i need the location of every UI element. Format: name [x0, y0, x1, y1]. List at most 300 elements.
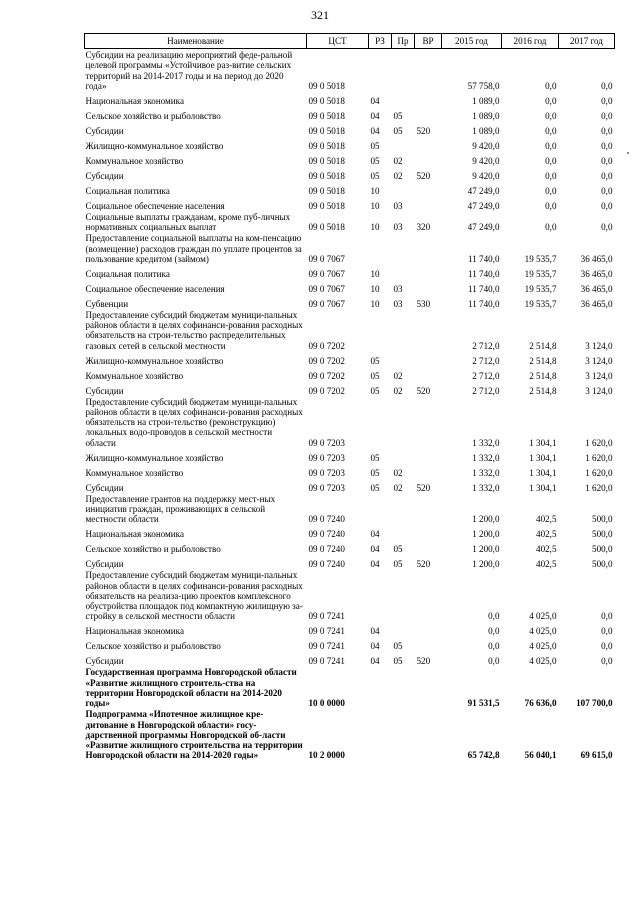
row-pr: [392, 569, 415, 621]
row-rz: [369, 666, 392, 708]
row-2015: 1 200,0: [472, 514, 500, 525]
row-2016: 4 025,0: [529, 626, 557, 637]
col-header-2016: 2016 год: [502, 34, 559, 49]
budget-table: [84, 33, 615, 760]
row-vr: 520: [416, 482, 431, 493]
table-row: [85, 493, 615, 525]
row-name: Жилищно-коммунальное хозяйство: [85, 452, 224, 463]
row-name: Коммунальное хозяйство: [85, 467, 184, 478]
row-name: Социальная политика: [85, 185, 170, 196]
row-rz: 05: [370, 370, 380, 381]
row-rz: [369, 309, 392, 351]
row-pr: [392, 448, 415, 463]
row-name: Субсидии: [85, 170, 124, 181]
table-row: [85, 232, 615, 264]
table-row: [85, 211, 615, 232]
row-pr: 02: [393, 482, 403, 493]
row-name: Жилищно-коммунальное хозяйство: [85, 355, 224, 366]
table-row: [85, 708, 615, 760]
row-cst: 09 0 7240: [308, 544, 345, 555]
table-row: [85, 49, 615, 91]
row-name: Сельское хозяйство и рыболовство: [85, 544, 221, 555]
col-header-vr: ВР: [415, 34, 442, 49]
row-cst: 09 0 5018: [308, 222, 345, 233]
row-vr: [415, 708, 442, 760]
row-pr: [392, 309, 415, 351]
row-2015: 47 249,0: [467, 222, 500, 233]
row-2017: 0,0: [601, 656, 613, 667]
row-vr: 530: [416, 298, 431, 309]
row-vr: [415, 463, 442, 478]
row-2017: 107 700,0: [576, 698, 613, 709]
row-rz: 10: [370, 298, 380, 309]
row-rz: 05: [370, 140, 380, 151]
table-row: [85, 264, 615, 279]
row-rz: 05: [370, 482, 380, 493]
table-row: [85, 539, 615, 554]
row-2017: 0,0: [601, 222, 613, 233]
row-name: Субсидии: [85, 125, 124, 136]
row-2017: 3 124,0: [585, 355, 613, 366]
row-rz: 05: [370, 452, 380, 463]
row-2016: 4 025,0: [529, 641, 557, 652]
row-cst: 09 0 7203: [308, 452, 345, 463]
row-2017: 0,0: [601, 170, 613, 181]
row-cst: 09 0 7067: [308, 253, 345, 264]
row-name: Предоставление субсидий бюджетам муници-пальных районов области в целях софинанси-рования расходных обязательств на реализа-цию проектов комплексного обустройства площадок под компактную жилищную за-стройку в сельской местности области: [85, 570, 303, 622]
table-row: [85, 636, 615, 651]
row-cst: 09 0 5018: [308, 170, 345, 181]
row-vr: [415, 91, 442, 106]
row-cst: 09 0 5018: [308, 110, 345, 121]
row-rz: 04: [370, 641, 380, 652]
row-pr: [392, 493, 415, 525]
row-vr: [415, 264, 442, 279]
row-2017: 0,0: [601, 140, 613, 151]
row-2016: 4 025,0: [529, 611, 557, 622]
row-pr: [392, 49, 415, 91]
row-2016: 2 514,8: [529, 370, 557, 381]
row-2017: 1 620,0: [585, 452, 613, 463]
row-vr: [415, 351, 442, 366]
row-pr: 05: [393, 125, 403, 136]
table-row: [85, 294, 615, 309]
row-2016: 1 304,1: [529, 467, 557, 478]
row-name: Сельское хозяйство и рыболовство: [85, 641, 221, 652]
row-2017: 36 465,0: [580, 268, 613, 279]
row-2017: 36 465,0: [580, 253, 613, 264]
row-pr: [392, 621, 415, 636]
row-rz: 10: [370, 222, 380, 233]
row-2016: 1 304,1: [529, 482, 557, 493]
col-header-name: Наименование: [85, 34, 307, 49]
table-row: [85, 396, 615, 448]
row-rz: 10: [370, 283, 380, 294]
row-2016: 1 304,1: [529, 452, 557, 463]
row-name: Национальная экономика: [85, 626, 184, 637]
row-2016: 19 535,7: [524, 298, 557, 309]
row-cst: 09 0 7240: [308, 559, 345, 570]
row-2015: 1 200,0: [472, 559, 500, 570]
table-row: [85, 448, 615, 463]
row-pr: 03: [393, 298, 403, 309]
table-row: [85, 554, 615, 569]
row-pr: [392, 708, 415, 760]
row-2017: 500,0: [592, 544, 613, 555]
row-pr: 05: [393, 656, 403, 667]
row-rz: 05: [370, 467, 380, 478]
table-header-row: [85, 34, 615, 49]
row-pr: 02: [393, 467, 403, 478]
row-name: Предоставление грантов на поддержку мест-ных инициатив граждан, проживающих в сельской местности области: [85, 493, 276, 525]
row-vr: [415, 396, 442, 448]
row-name: Государственная программа Новгородской области «Развитие жилищного строитель-ства на территории Новгородской области на 2014-2020 годы»: [85, 667, 297, 709]
row-2016: 2 514,8: [529, 385, 557, 396]
row-2015: 1 332,0: [472, 467, 500, 478]
row-name: Субсидии: [85, 482, 124, 493]
row-pr: [392, 351, 415, 366]
row-pr: [392, 666, 415, 708]
row-rz: [369, 493, 392, 525]
row-2016: 0,0: [545, 140, 557, 151]
row-pr: 02: [393, 155, 403, 166]
row-cst: 09 0 7203: [308, 482, 345, 493]
row-pr: 02: [393, 370, 403, 381]
col-header-pr: Пр: [392, 34, 415, 49]
row-rz: 10: [370, 200, 380, 211]
row-2016: 0,0: [545, 185, 557, 196]
row-pr: 03: [393, 222, 403, 233]
row-2016: 19 535,7: [524, 283, 557, 294]
table-row: [85, 666, 615, 708]
row-2015: 9 420,0: [472, 170, 500, 181]
row-cst: 09 0 7240: [308, 529, 345, 540]
row-vr: [415, 524, 442, 539]
row-vr: [415, 448, 442, 463]
row-2015: 1 200,0: [472, 544, 500, 555]
row-name: Национальная экономика: [85, 95, 184, 106]
row-rz: 05: [370, 155, 380, 166]
row-cst: 09 0 7067: [308, 268, 345, 279]
row-cst: 09 0 7241: [308, 656, 345, 667]
row-name: Предоставление социальной выплаты на ком-пенсацию (возмещение) расходов граждан по уплате процентов за пользование кредитом (займом): [85, 233, 302, 264]
row-2015: 9 420,0: [472, 140, 500, 151]
row-2015: 11 740,0: [468, 253, 500, 264]
row-vr: [415, 366, 442, 381]
row-2016: 402,5: [536, 529, 557, 540]
row-2017: 0,0: [601, 125, 613, 136]
row-2016: 0,0: [545, 200, 557, 211]
row-pr: 05: [393, 641, 403, 652]
row-vr: [415, 493, 442, 525]
row-2015: 1 332,0: [472, 482, 500, 493]
row-2016: 0,0: [545, 95, 557, 106]
row-cst: 09 0 7202: [308, 340, 345, 351]
row-vr: [415, 309, 442, 351]
row-2015: 47 249,0: [467, 200, 500, 211]
row-name: Предоставление субсидий бюджетам муници-пальных районов области в целях софинанси-рования расходных обязательств на строи-тельство (реконструкцию) локальных водо-проводов в сельской местности области: [85, 396, 303, 448]
row-2015: 1 089,0: [472, 95, 500, 106]
row-vr: 520: [416, 385, 431, 396]
row-name: Субвенции: [85, 298, 129, 309]
row-2016: 402,5: [536, 514, 557, 525]
row-2016: 19 535,7: [524, 268, 557, 279]
row-2017: 0,0: [601, 110, 613, 121]
row-2016: 56 040,1: [524, 750, 557, 761]
row-2016: 0,0: [545, 80, 557, 91]
table-row: [85, 381, 615, 396]
table-row: [85, 136, 615, 151]
row-vr: [415, 151, 442, 166]
row-2017: 0,0: [601, 155, 613, 166]
row-2017: 500,0: [592, 529, 613, 540]
row-name: Субсидии на реализацию мероприятий феде-ральной целевой программы «Устойчивое раз-витие сельских территорий на 2014-2017 годы и на период до 2020 года»: [85, 50, 293, 91]
row-cst: 09 0 7203: [308, 467, 345, 478]
table-row: [85, 351, 615, 366]
col-header-2017: 2017 год: [559, 34, 615, 49]
row-cst: 09 0 7241: [308, 641, 345, 652]
row-2016: 19 535,7: [524, 253, 557, 264]
row-pr: 05: [393, 559, 403, 570]
table-row: [85, 91, 615, 106]
row-2016: 0,0: [545, 170, 557, 181]
row-vr: 520: [416, 656, 431, 667]
row-2016: 402,5: [536, 544, 557, 555]
table-row: [85, 569, 615, 621]
row-2016: 2 514,8: [529, 355, 557, 366]
row-2017: 36 465,0: [580, 283, 613, 294]
row-cst: 09 0 5018: [308, 95, 345, 106]
row-2015: 1 089,0: [472, 125, 500, 136]
row-cst: 09 0 5018: [308, 125, 345, 136]
row-pr: [392, 91, 415, 106]
row-cst: 09 0 7241: [308, 626, 345, 637]
row-2017: 0,0: [601, 611, 613, 622]
row-vr: [415, 136, 442, 151]
row-vr: 520: [416, 559, 431, 570]
row-vr: 520: [416, 170, 431, 181]
row-2015: 65 742,8: [467, 750, 500, 761]
row-cst: 09 0 7067: [308, 283, 345, 294]
row-rz: 04: [370, 125, 380, 136]
row-2017: 0,0: [601, 95, 613, 106]
row-cst: 09 0 5018: [308, 155, 345, 166]
row-pr: [392, 232, 415, 264]
row-2017: 3 124,0: [585, 385, 613, 396]
row-2017: 0,0: [601, 641, 613, 652]
table-row: [85, 366, 615, 381]
row-rz: 04: [370, 110, 380, 121]
row-cst: 09 0 7067: [308, 298, 345, 309]
row-2017: 0,0: [601, 626, 613, 637]
row-2015: 57 758,0: [467, 80, 500, 91]
row-2017: 0,0: [601, 80, 613, 91]
row-vr: [415, 196, 442, 211]
row-cst: 09 0 7202: [308, 355, 345, 366]
row-2017: 36 465,0: [580, 298, 613, 309]
row-name: Жилищно-коммунальное хозяйство: [85, 140, 224, 151]
row-2015: 0,0: [488, 611, 500, 622]
row-vr: [415, 181, 442, 196]
row-2016: 2 514,8: [529, 340, 557, 351]
row-cst: 09 0 7241: [308, 611, 345, 622]
row-name: Социальная политика: [85, 268, 170, 279]
row-rz: 04: [370, 529, 380, 540]
row-rz: 04: [370, 95, 380, 106]
table-row: [85, 621, 615, 636]
row-2015: 1 332,0: [472, 452, 500, 463]
row-rz: [369, 49, 392, 91]
row-vr: [415, 666, 442, 708]
row-cst: 10 2 0000: [308, 750, 345, 761]
row-cst: 10 0 0000: [308, 698, 345, 709]
col-header-2015: 2015 год: [442, 34, 502, 49]
row-2015: 9 420,0: [472, 155, 500, 166]
row-vr: [415, 621, 442, 636]
row-2015: 91 531,5: [467, 698, 500, 709]
row-2017: 3 124,0: [585, 370, 613, 381]
row-rz: [369, 569, 392, 621]
row-cst: 09 0 5018: [308, 185, 345, 196]
row-pr: 03: [393, 200, 403, 211]
row-2016: 0,0: [545, 155, 557, 166]
row-name: Социальное обеспечение населения: [85, 200, 225, 211]
table-row: [85, 196, 615, 211]
row-2017: 500,0: [592, 559, 613, 570]
row-2015: 47 249,0: [467, 185, 500, 196]
table-row: [85, 121, 615, 136]
row-pr: [392, 264, 415, 279]
row-2015: 0,0: [488, 626, 500, 637]
row-vr: [415, 636, 442, 651]
row-2015: 1 200,0: [472, 529, 500, 540]
row-rz: 04: [370, 626, 380, 637]
row-name: Субсидии: [85, 559, 124, 570]
row-2016: 1 304,1: [529, 437, 557, 448]
row-2017: 0,0: [601, 200, 613, 211]
row-vr: [415, 539, 442, 554]
table-row: [85, 279, 615, 294]
row-name: Социальное обеспечение населения: [85, 283, 225, 294]
row-name: Субсидии: [85, 656, 124, 667]
row-name: Социальные выплаты гражданам, кроме пуб-личных нормативных социальных выплат: [85, 212, 291, 233]
row-rz: 04: [370, 544, 380, 555]
table-row: [85, 463, 615, 478]
table-row: [85, 309, 615, 351]
row-rz: 04: [370, 559, 380, 570]
row-cst: 09 0 7203: [308, 437, 345, 448]
table-row: [85, 166, 615, 181]
row-vr: [415, 106, 442, 121]
table-row: [85, 478, 615, 493]
row-2015: 11 740,0: [468, 283, 500, 294]
row-cst: 09 0 7202: [308, 385, 345, 396]
row-name: Коммунальное хозяйство: [85, 155, 184, 166]
row-vr: 320: [416, 222, 431, 233]
row-name: Предоставление субсидий бюджетам муници-пальных районов области в целях софинанси-рования расходных обязательств на строи-тельство распределительных газовых сетей в сельской местности: [85, 310, 303, 351]
row-2016: 0,0: [545, 125, 557, 136]
row-2015: 0,0: [488, 641, 500, 652]
row-pr: 03: [393, 283, 403, 294]
row-2015: 2 712,0: [472, 370, 500, 381]
row-2016: 0,0: [545, 222, 557, 233]
row-2016: 4 025,0: [529, 656, 557, 667]
row-2016: 76 636,0: [524, 698, 557, 709]
scan-speck: [627, 152, 629, 154]
row-2017: 69 615,0: [580, 750, 613, 761]
row-2015: 2 712,0: [472, 340, 500, 351]
row-rz: 04: [370, 656, 380, 667]
table-row: [85, 106, 615, 121]
row-cst: 09 0 5018: [308, 200, 345, 211]
row-vr: [415, 232, 442, 264]
row-name: Национальная экономика: [85, 529, 184, 540]
row-rz: [369, 708, 392, 760]
table-row: [85, 181, 615, 196]
table-row: [85, 151, 615, 166]
col-header-cst: ЦСТ: [307, 34, 369, 49]
row-2017: 500,0: [592, 514, 613, 525]
row-vr: 520: [416, 125, 431, 136]
row-cst: 09 0 7202: [308, 370, 345, 381]
table-row: [85, 524, 615, 539]
row-name: Сельское хозяйство и рыболовство: [85, 110, 221, 121]
row-pr: 05: [393, 110, 403, 121]
row-2016: 402,5: [536, 559, 557, 570]
row-name: Субсидии: [85, 385, 124, 396]
row-vr: [415, 49, 442, 91]
col-header-rz: РЗ: [369, 34, 392, 49]
row-rz: [369, 396, 392, 448]
row-name: Коммунальное хозяйство: [85, 370, 184, 381]
page-number: 321: [311, 8, 329, 22]
row-2015: 11 740,0: [468, 298, 500, 309]
row-rz: 10: [370, 185, 380, 196]
row-vr: [415, 279, 442, 294]
row-pr: 02: [393, 385, 403, 396]
row-cst: 09 0 5018: [308, 140, 345, 151]
row-pr: [392, 136, 415, 151]
row-2015: 2 712,0: [472, 355, 500, 366]
row-name: Подпрограмма «Ипотечное жилищное кре-дитование в Новгородской области» госу-дарственной программы Новгородской об-ласти «Развитие жилищного строительства на территории Новгородской области на 2014-2020 годы»: [85, 709, 303, 761]
row-rz: 05: [370, 355, 380, 366]
row-2015: 2 712,0: [472, 385, 500, 396]
row-pr: [392, 396, 415, 448]
row-pr: 05: [393, 544, 403, 555]
row-2017: 1 620,0: [585, 467, 613, 478]
row-2015: 1 089,0: [472, 110, 500, 121]
row-rz: 05: [370, 170, 380, 181]
row-rz: [369, 232, 392, 264]
row-2015: 11 740,0: [468, 268, 500, 279]
row-2017: 0,0: [601, 185, 613, 196]
row-2017: 3 124,0: [585, 340, 613, 351]
table-row: [85, 651, 615, 666]
row-pr: [392, 524, 415, 539]
row-2015: 0,0: [488, 656, 500, 667]
row-cst: 09 0 5018: [308, 80, 345, 91]
row-2015: 1 332,0: [472, 437, 500, 448]
row-2016: 0,0: [545, 110, 557, 121]
row-pr: [392, 181, 415, 196]
row-vr: [415, 569, 442, 621]
row-2017: 1 620,0: [585, 437, 613, 448]
row-rz: 05: [370, 385, 380, 396]
row-cst: 09 0 7240: [308, 514, 345, 525]
row-pr: 02: [393, 170, 403, 181]
row-2017: 1 620,0: [585, 482, 613, 493]
row-rz: 10: [370, 268, 380, 279]
